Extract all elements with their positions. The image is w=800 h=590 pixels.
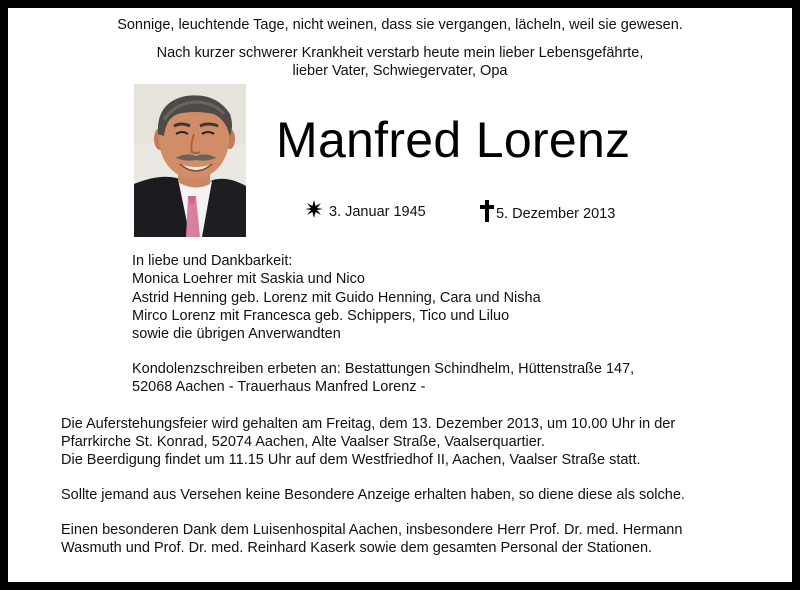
mourners-heading: In liebe und Dankbarkeit:: [132, 253, 293, 269]
thanks-line-2: Wasmuth und Prof. Dr. med. Reinhard Kaserk sowie dem gesamten Personal der Stationen.: [61, 540, 653, 556]
condolence-line-1: Kondolenzschreiben erbeten an: Bestattungen Schindhelm, Hüttenstraße 147,: [132, 361, 635, 377]
announcement-line-1: Nach kurzer schwerer Krankheit verstarb heute mein lieber Lebensgefährte,: [156, 45, 644, 61]
death-date-group: [480, 200, 615, 228]
notice-text: Sollte jemand aus Versehen keine Besondere Anzeige erhalten haben, so diene diese als solche.: [61, 487, 685, 503]
ceremony-line-3: Die Beerdigung findet um 11.15 Uhr auf dem Westfriedhof II, Aachen, Vaalser Straße statt.: [61, 452, 641, 468]
motto: Sonnige, leuchtende Tage, nicht weinen, dass sie vergangen, lächeln, weil sie gewesen.: [117, 17, 683, 33]
birth-date-group: [305, 200, 426, 224]
death-date: 5. Dezember 2013: [496, 205, 616, 222]
condolence-line-2: 52068 Aachen - Trauerhaus Manfred Lorenz -: [132, 379, 426, 395]
portrait-image: [134, 84, 246, 237]
obituary-notice: [8, 8, 792, 582]
star-icon: [305, 200, 323, 224]
deceased-name: Manfred Lorenz: [276, 112, 631, 168]
cross-icon: [480, 200, 494, 228]
mourner-line: Astrid Henning geb. Lorenz mit Guido Henning, Cara und Nisha: [132, 290, 541, 306]
mourner-line: sowie die übrigen Anverwandten: [132, 326, 341, 342]
ceremony-line-1: Die Auferstehungsfeier wird gehalten am Freitag, dem 13. Dezember 2013, um 10.00 Uhr in der: [61, 416, 676, 432]
mourner-line: Monica Loehrer mit Saskia und Nico: [132, 271, 365, 287]
portrait-photo: [134, 84, 246, 237]
mourner-line: Mirco Lorenz mit Francesca geb. Schippers, Tico und Liluo: [132, 308, 510, 324]
thanks-line-1: Einen besonderen Dank dem Luisenhospital Aachen, insbesondere Herr Prof. Dr. med. Hermann: [61, 522, 683, 538]
ceremony-line-2: Pfarrkirche St. Konrad, 52074 Aachen, Alte Vaalser Straße, Vaalserquartier.: [61, 434, 545, 450]
birth-date: 3. Januar 1945: [329, 203, 426, 220]
announcement-line-2: lieber Vater, Schwiegervater, Opa: [292, 63, 508, 79]
